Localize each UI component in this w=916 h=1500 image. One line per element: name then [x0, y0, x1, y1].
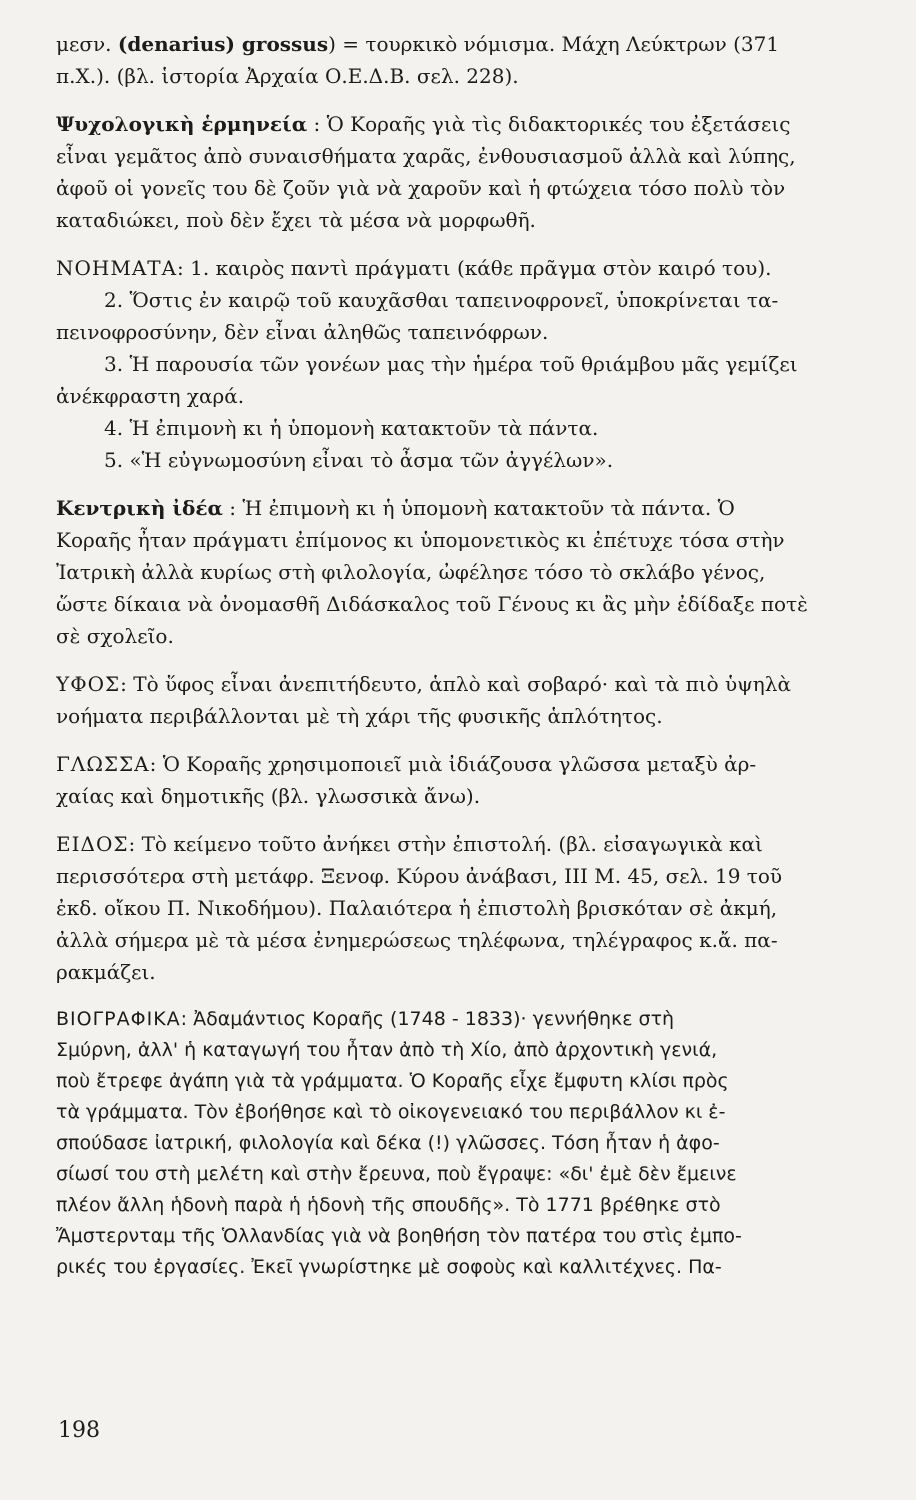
- section-label: ΥΦΟΣ: [56, 672, 121, 696]
- text-line: νοήματα περιβάλλονται μὲ τὴ χάρι τῆς φυσικῆς ἁπλότητος.: [56, 704, 663, 728]
- page-number: 198: [58, 1418, 100, 1443]
- text-line: ΕΙΔΟΣ: Τὸ κείμενο τοῦτο ἀνήκει στὴν ἐπιστολή. (βλ. εἰσαγωγικὰ καὶ: [56, 832, 763, 856]
- text-line: περισσότερα στὴ μετάφρ. Ξενοφ. Κύρου ἀνάβασι, III Μ. 45, σελ. 19 τοῦ: [56, 864, 783, 888]
- section-biography: [56, 1004, 868, 1283]
- text-line: Σμύρνη, ἀλλ' ἡ καταγωγή του ἦταν ἀπὸ τὴ Χίο, ἀπὸ ἀρχοντικὴ γενιά,: [56, 1039, 718, 1061]
- section-label: ΓΛΩΣΣΑ: [56, 752, 150, 776]
- text-line: χαίας καὶ δημοτικῆς (βλ. γλωσσικὰ ἄνω).: [56, 784, 481, 808]
- text-line: μεσν. (denarius) grossus) = τουρκικὸ νόμισμα. Μάχη Λεύκτρων (371: [56, 32, 780, 56]
- text-line: καταδιώκει, ποὺ δὲν ἔχει τὰ μέσα νὰ μορφωθῆ.: [56, 208, 536, 232]
- list-item: 5. «Ἡ εὐγνωμοσύνη εἶναι τὸ ἆσμα τῶν ἀγγέλων».: [104, 448, 614, 472]
- section-noimata: [56, 252, 868, 476]
- text-line: τὰ γράμματα. Τὸν ἐβοήθησε καὶ τὸ οἰκογενειακό του περιβάλλον κι ἐ-: [56, 1101, 726, 1123]
- list-item: 2. Ὅστις ἐν καιρῷ τοῦ καυχᾶσθαι ταπεινοφρονεῖ, ὑποκρίνεται τα-: [104, 288, 779, 312]
- text-line: πεινοφροσύνην, δὲν εἶναι ἀληθῶς ταπεινόφρων.: [56, 320, 549, 344]
- text-line: ΝΟΗΜΑΤΑ: 1. καιρὸς παντὶ πράγματι (κάθε πρᾶγμα στὸν καιρό του).: [56, 256, 772, 280]
- text-line: ἐκδ. οἴκου Π. Νικοδήμου). Παλαιότερα ἡ ἐπιστολὴ βρισκόταν σὲ ἀκμή,: [56, 896, 778, 920]
- text-line: ποὺ ἔτρεφε ἀγάπη γιὰ τὰ γράμματα. Ὁ Κοραῆς εἶχε ἔμφυτη κλίσι πρὸς: [56, 1070, 729, 1092]
- text-line: ἀλλὰ σήμερα μὲ τὰ μέσα ἐνημερώσεως τηλέφωνα, τηλέγραφος κ.ἄ. πα-: [56, 928, 778, 952]
- section-label: Κεντρικὴ ἰδέα: [56, 496, 223, 520]
- section-style: [56, 668, 868, 732]
- section-label: ΕΙΔΟΣ: [56, 832, 129, 856]
- section-label: ΝΟΗΜΑΤΑ: [56, 256, 178, 280]
- text-line: Ἄμστερνταμ τῆς Ὁλλανδίας γιὰ νὰ βοηθήση τὸν πατέρα του στὶς ἐμπο-: [56, 1225, 742, 1247]
- section-psychological-interpretation: [56, 108, 868, 236]
- text-line: Ἰατρικὴ ἀλλὰ κυρίως στὴ φιλολογία, ὠφέλησε τόσο τὸ σκλάβο γένος,: [56, 560, 766, 584]
- text-line: σπούδασε ἰατρική, φιλολογία καὶ δέκα (!) γλῶσσες. Τόση ἦταν ἡ ἀφο-: [56, 1132, 720, 1154]
- text-line: ρακμάζει.: [56, 960, 156, 984]
- text-line: σὲ σχολεῖο.: [56, 624, 174, 648]
- text-line: Κοραῆς ἦταν πράγματι ἐπίμονος κι ὑπομονετικὸς κι ἐπέτυχε τόσα στὴν: [56, 528, 785, 552]
- list-item: 4. Ἡ ἐπιμονὴ κι ἡ ὑπομονὴ κατακτοῦν τὰ πάντα.: [104, 416, 599, 440]
- text-line: Ψυχολογικὴ ἑρμηνεία : Ὁ Κοραῆς γιὰ τὶς διδακτορικές του ἐξετάσεις: [56, 112, 791, 136]
- text-line: ἀφοῦ οἱ γονεῖς του δὲ ζοῦν γιὰ νὰ χαροῦν καὶ ἡ φτώχεια τόσο πολὺ τὸν: [56, 176, 786, 200]
- paragraph-denarius: [56, 28, 868, 92]
- text-line: ΥΦΟΣ: Τὸ ὕφος εἶναι ἀνεπιτήδευτο, ἁπλὸ καὶ σοβαρό· καὶ τὰ πιὸ ὑψηλὰ: [56, 672, 791, 696]
- section-genre: [56, 828, 868, 988]
- text-line: Κεντρικὴ ἰδέα : Ἡ ἐπιμονὴ κι ἡ ὑπομονὴ κατακτοῦν τὰ πάντα. Ὁ: [56, 496, 735, 520]
- text-line: ἀνέκφραστη χαρά.: [56, 384, 245, 408]
- section-central-idea: [56, 492, 868, 652]
- text-line: ΓΛΩΣΣΑ: Ὁ Κοραῆς χρησιμοποιεῖ μιὰ ἰδιάζουσα γλῶσσα μεταξὺ ἀρ-: [56, 752, 757, 776]
- text-line: σίωσί του στὴ μελέτη καὶ στὴν ἔρευνα, ποὺ ἔγραψε: «δι' ἐμὲ δὲν ἔμεινε: [56, 1163, 737, 1185]
- text-line: π.Χ.). (βλ. ἱστορία Ἀρχαία Ο.Ε.Δ.Β. σελ. 228).: [56, 64, 519, 88]
- section-label: ΒΙΟΓΡΑΦΙΚΑ: [56, 1008, 181, 1030]
- text-line: πλέον ἄλλη ἡδονὴ παρὰ ἡ ἡδονὴ τῆς σπουδῆς». Τὸ 1771 βρέθηκε στὸ: [56, 1194, 721, 1216]
- text-line: ὥστε δίκαια νὰ ὀνομασθῆ Διδάσκαλος τοῦ Γένους κι ἂς μὴν ἐδίδαξε ποτὲ: [56, 592, 808, 616]
- section-label: Ψυχολογικὴ ἑρμηνεία: [56, 112, 308, 136]
- list-item: 3. Ἡ παρουσία τῶν γονέων μας τὴν ἡμέρα τοῦ θριάμβου μᾶς γεμίζει: [104, 352, 798, 376]
- text-line: ρικές του ἐργασίες. Ἐκεῖ γνωρίστηκε μὲ σοφοὺς καὶ καλλιτέχνες. Πα-: [56, 1256, 722, 1278]
- text-line: εἶναι γεμᾶτος ἀπὸ συναισθήματα χαρᾶς, ἐνθουσιασμοῦ ἀλλὰ καὶ λύπης,: [56, 144, 796, 168]
- text-line: ΒΙΟΓΡΑΦΙΚΑ: Ἀδαμάντιος Κοραῆς (1748 - 1833)· γεννήθηκε στὴ: [56, 1008, 675, 1030]
- section-language: [56, 748, 868, 812]
- term-denarius-grossus: (denarius) grossus: [117, 32, 329, 56]
